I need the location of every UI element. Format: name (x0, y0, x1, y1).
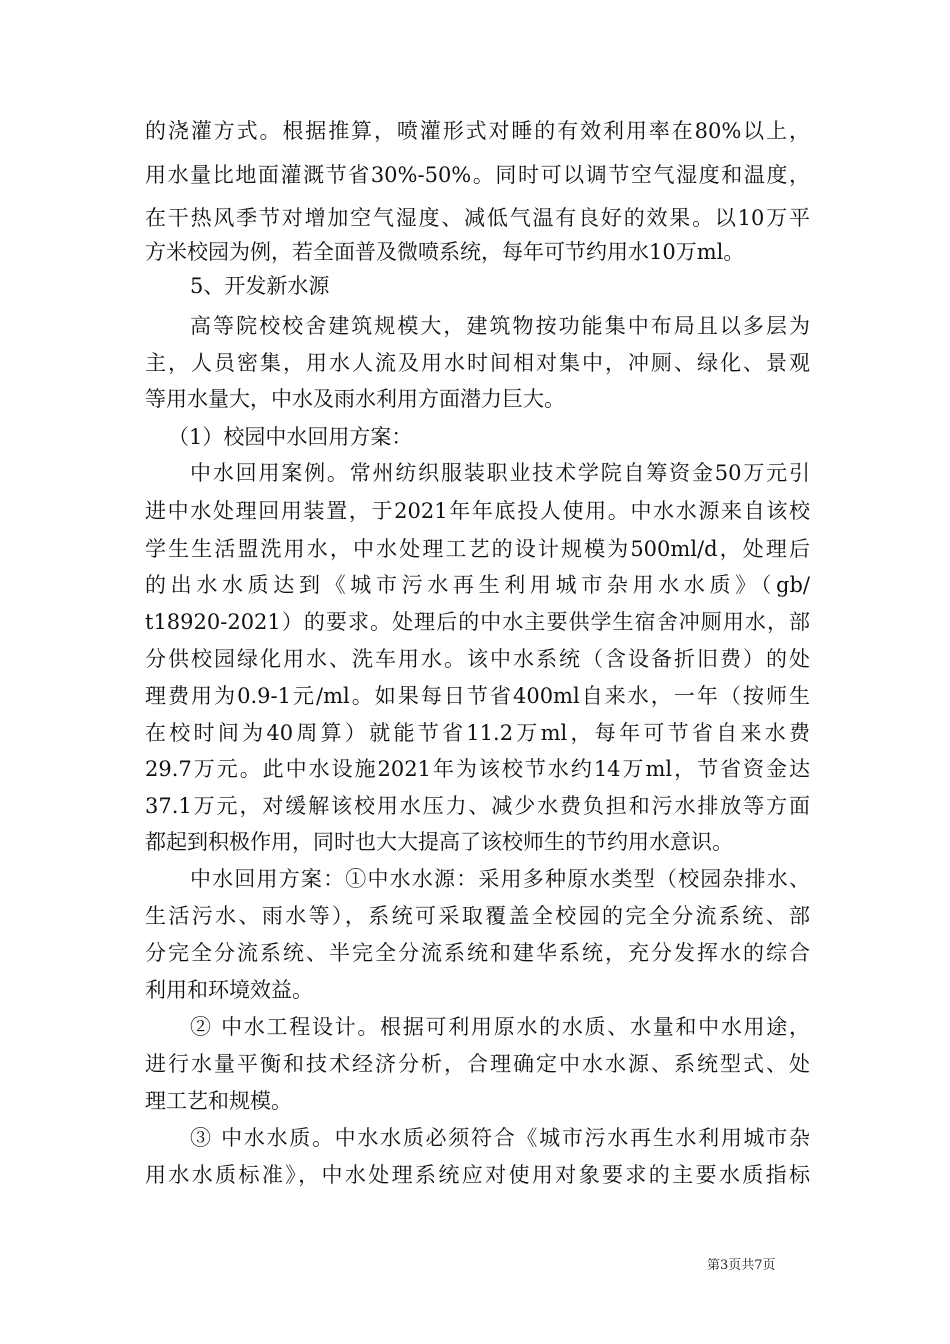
text-line: 生活污水、雨水等），系统可采取覆盖全校园的完全分流系统、部 (145, 904, 810, 928)
text-line: ③ 中水水质。中水水质必须符合《城市污水再生水利用城市杂 (190, 1126, 810, 1150)
text-line: 分完全分流系统、半完全分流系统和建华系统，充分发挥水的综合 (145, 941, 810, 965)
text-line: 的浇灌方式。根据推算，喷灌形式对睡的有效利用率在80%以上， (145, 119, 810, 143)
text-line: 在校时间为40周算）就能节省11.2万ml，每年可节省自来水费 (145, 721, 810, 745)
text-line: 29.7万元。此中水设施2021年为该校节水约14万ml，节省资金达 (145, 757, 810, 781)
subsection-heading: （1）校园中水回用方案： (168, 425, 413, 449)
text-line: t18920-2021）的要求。处理后的中水主要供学生宿舍冲厕用水，部 (145, 610, 810, 634)
text-line: 理工艺和规模。 (145, 1089, 292, 1113)
text-line: 分供校园绿化用水、洗车用水。该中水系统（含设备折旧费）的处 (145, 647, 810, 671)
text-line: 主，人员密集，用水人流及用水时间相对集中，冲厕、绿化、景观 (145, 351, 810, 375)
text-line: 理费用为0.9-1元/ml。如果每日节省400ml自来水，一年（按师生 (145, 684, 810, 708)
text-line: 中水回用案例。常州纺织服装职业技术学院自筹资金50万元引 (190, 461, 810, 485)
text-line: 方米校园为例，若全面普及微喷系统，每年可节约用水10万ml。 (145, 240, 745, 264)
page-number: 第3页共7页 (707, 1258, 776, 1273)
text-line: 高等院校校舍建筑规模大，建筑物按功能集中布局且以多层为 (190, 314, 810, 338)
text-line: ② 中水工程设计。根据可利用原水的水质、水量和中水用途， (190, 1015, 810, 1039)
text-line: 在干热风季节对增加空气湿度、减低气温有良好的效果。以10万平 (145, 206, 810, 230)
text-line: 的出水水质达到《城市污水再生利用城市杂用水水质》（gb/ (145, 573, 810, 597)
text-line: 进行水量平衡和技术经济分析，合理确定中水水源、系统型式、处 (145, 1052, 810, 1076)
text-line: 利用和环境效益。 (145, 978, 313, 1002)
text-line: 进中水处理回用装置，于2021年年底投人使用。中水水源来自该校 (145, 499, 810, 523)
text-line: 等用水量大，中水及雨水利用方面潜力巨大。 (145, 387, 565, 411)
text-line: 用水水质标准》，中水处理系统应对使用对象要求的主要水质指标 (145, 1163, 810, 1187)
text-line: 都起到积极作用，同时也大大提高了该校师生的节约用水意识。 (145, 830, 733, 854)
text-line: 用水量比地面灌溉节省30%-50%。同时可以调节空气湿度和温度， (145, 163, 810, 187)
text-line: 中水回用方案：①中水水源：采用多种原水类型（校园杂排水、 (190, 867, 810, 891)
text-line: 37.1万元，对缓解该校用水压力、减少水费负担和污水排放等方面 (145, 794, 810, 818)
text-line: 学生生活盟洗用水，中水处理工艺的设计规模为500ml/d，处理后 (145, 537, 810, 561)
section-heading: 5、开发新水源 (190, 274, 330, 298)
